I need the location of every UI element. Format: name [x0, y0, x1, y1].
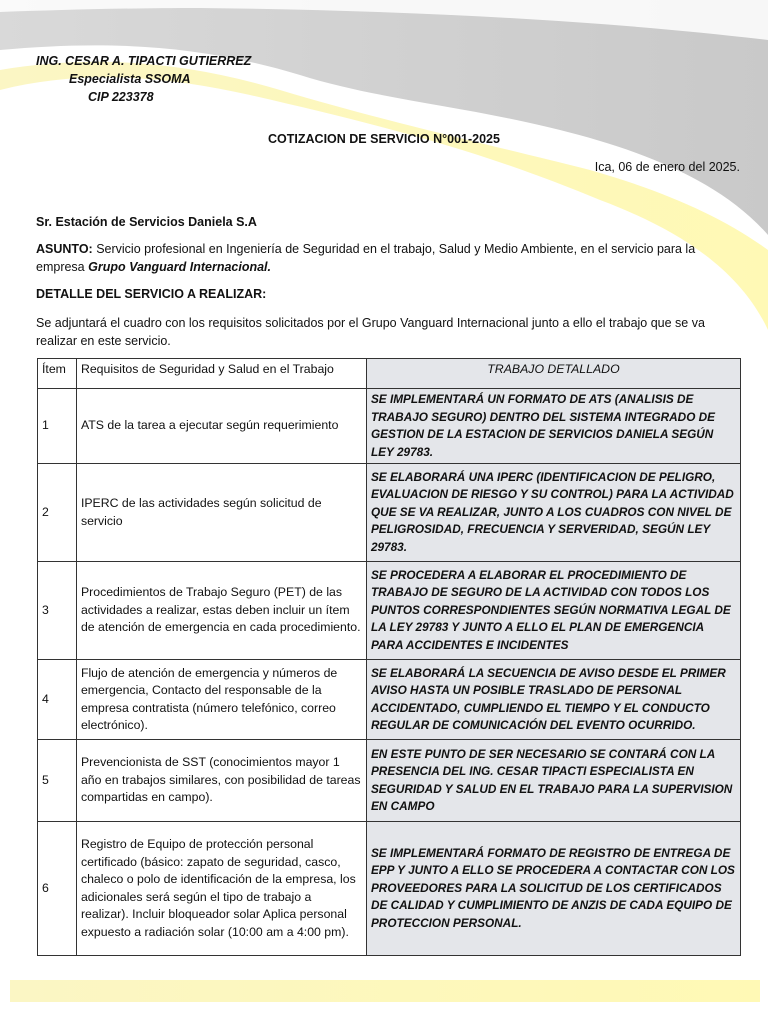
- subject-text: Servicio profesional en Ingeniería de Seguridad en el trabajo, Salud y Medio Ambiente, en el servicio para la empresa: [36, 242, 696, 274]
- cell-item: 6: [38, 822, 77, 956]
- cell-detail: SE PROCEDERA A ELABORAR EL PROCEDIMIENTO DE TRABAJO DE SEGURO DE LA ACTIVIDAD CON TODOS LOS PUNTOS CORRESPONDIENTES SEGÚN NORMATIVA LEGAL DE LA LEY 29783 Y JUNTO A ELLO EL PLAN DE EMERGENCIA PARA ACCIDENTES E INCIDENTES: [366, 562, 740, 660]
- table-row: [38, 464, 741, 562]
- cell-requirement: ATS de la tarea a ejecutar según requerimiento: [76, 389, 366, 464]
- cell-detail: SE ELABORARÁ UNA IPERC (IDENTIFICACION DE PELIGRO, EVALUACION DE RIESGO Y SU CONTROL) PARA LA ACTIVIDAD QUE SE VA REALIZAR, JUNTO A LOS CUADROS CON NIVEL DE PELIGROSIDAD, FRECUENCIA Y SERVERIDAD, SEGÚN LEY 29783.: [366, 464, 740, 562]
- cell-requirement: Prevencionista de SST (conocimientos mayor 1 año en trabajos similares, con posibilidad de tareas compartidas en campo).: [76, 740, 366, 822]
- cell-item: 4: [38, 660, 77, 740]
- table-row: [38, 740, 741, 822]
- document-title: COTIZACION DE SERVICIO N°001-2025: [268, 132, 500, 146]
- header-requirement: Requisitos de Seguridad y Salud en el Trabajo: [76, 359, 366, 389]
- subject-paragraph: [36, 240, 736, 276]
- cell-item: 2: [38, 464, 77, 562]
- author-role: Especialista SSOMA: [69, 72, 191, 86]
- subject-company: Grupo Vanguard Internacional.: [88, 260, 272, 274]
- cell-detail: SE IMPLEMENTARÁ UN FORMATO DE ATS (ANALISIS DE TRABAJO SEGURO) DENTRO DEL SISTEMA INTEGRADO DE GESTION DE LA ESTACION DE SERVICIOS DANIELA SEGÚN LEY 29783.: [366, 389, 740, 464]
- table-row: [38, 562, 741, 660]
- cell-item: 1: [38, 389, 77, 464]
- cell-requirement: Procedimientos de Trabajo Seguro (PET) de las actividades a realizar, estas deben incluir un ítem de atención de emergencia en cada procedimiento.: [76, 562, 366, 660]
- table-row: [38, 822, 741, 956]
- table-header-row: [38, 359, 741, 389]
- intro-paragraph: Se adjuntará el cuadro con los requisitos solicitados por el Grupo Vanguard Internacional junto a ello el trabajo que se va realizar en este servicio.: [36, 316, 705, 348]
- cell-requirement: IPERC de las actividades según solicitud de servicio: [76, 464, 366, 562]
- cell-requirement: Flujo de atención de emergencia y números de emergencia, Contacto del responsable de la empresa contratista (número telefónico, correo electrónico).: [76, 660, 366, 740]
- author-cip: CIP 223378: [88, 90, 154, 104]
- header-detail: TRABAJO DETALLADO: [366, 359, 740, 389]
- section-heading: DETALLE DEL SERVICIO A REALIZAR:: [36, 287, 267, 301]
- table-row: [38, 389, 741, 464]
- author-name: ING. CESAR A. TIPACTI GUTIERREZ: [36, 54, 252, 68]
- table-row: [38, 660, 741, 740]
- author-header: [36, 52, 251, 106]
- recipient: Sr. Estación de Servicios Daniela S.A: [36, 215, 257, 229]
- header-item: Ítem: [38, 359, 77, 389]
- cell-detail: SE ELABORARÁ LA SECUENCIA DE AVISO DESDE EL PRIMER AVISO HASTA UN POSIBLE TRASLADO DE PERSONAL ACCIDENTADO, CUMPLIENDO EL TIEMPO Y EL CONDUCTO REGULAR DE COMUNICACIÓN DEL EVENTO OCURRIDO.: [366, 660, 740, 740]
- cell-detail: EN ESTE PUNTO DE SER NECESARIO SE CONTARÁ CON LA PRESENCIA DEL ING. CESAR TIPACTI ESPECIALISTA EN SEGURIDAD Y SALUD EN EL TRABAJO PARA LA SUPERVISION EN CAMPO: [366, 740, 740, 822]
- cell-item: 3: [38, 562, 77, 660]
- cell-detail: SE IMPLEMENTARÁ FORMATO DE REGISTRO DE ENTREGA DE EPP Y JUNTO A ELLO SE PROCEDERA A CONTACTAR CON LOS PROVEEDORES PARA LA SOLICITUD DE LOS CERTIFICADOS DE CALIDAD Y CUMPLIMIENTO DE ANZIS DE CADA EQUIPO DE PROTECCION PERSONAL.: [366, 822, 740, 956]
- cell-requirement: Registro de Equipo de protección personal certificado (básico: zapato de seguridad, casco, chaleco o polo de identificación de la empresa, los adicionales será según el tipo de trabajo a realizar). Incluir bloqueador solar Aplica personal expuesto a radiación solar (10:00 am a 4:00 pm).: [76, 822, 366, 956]
- cell-item: 5: [38, 740, 77, 822]
- subject-label: ASUNTO:: [36, 242, 93, 256]
- document-date: Ica, 06 de enero del 2025.: [594, 160, 740, 174]
- requirements-table: [37, 358, 741, 956]
